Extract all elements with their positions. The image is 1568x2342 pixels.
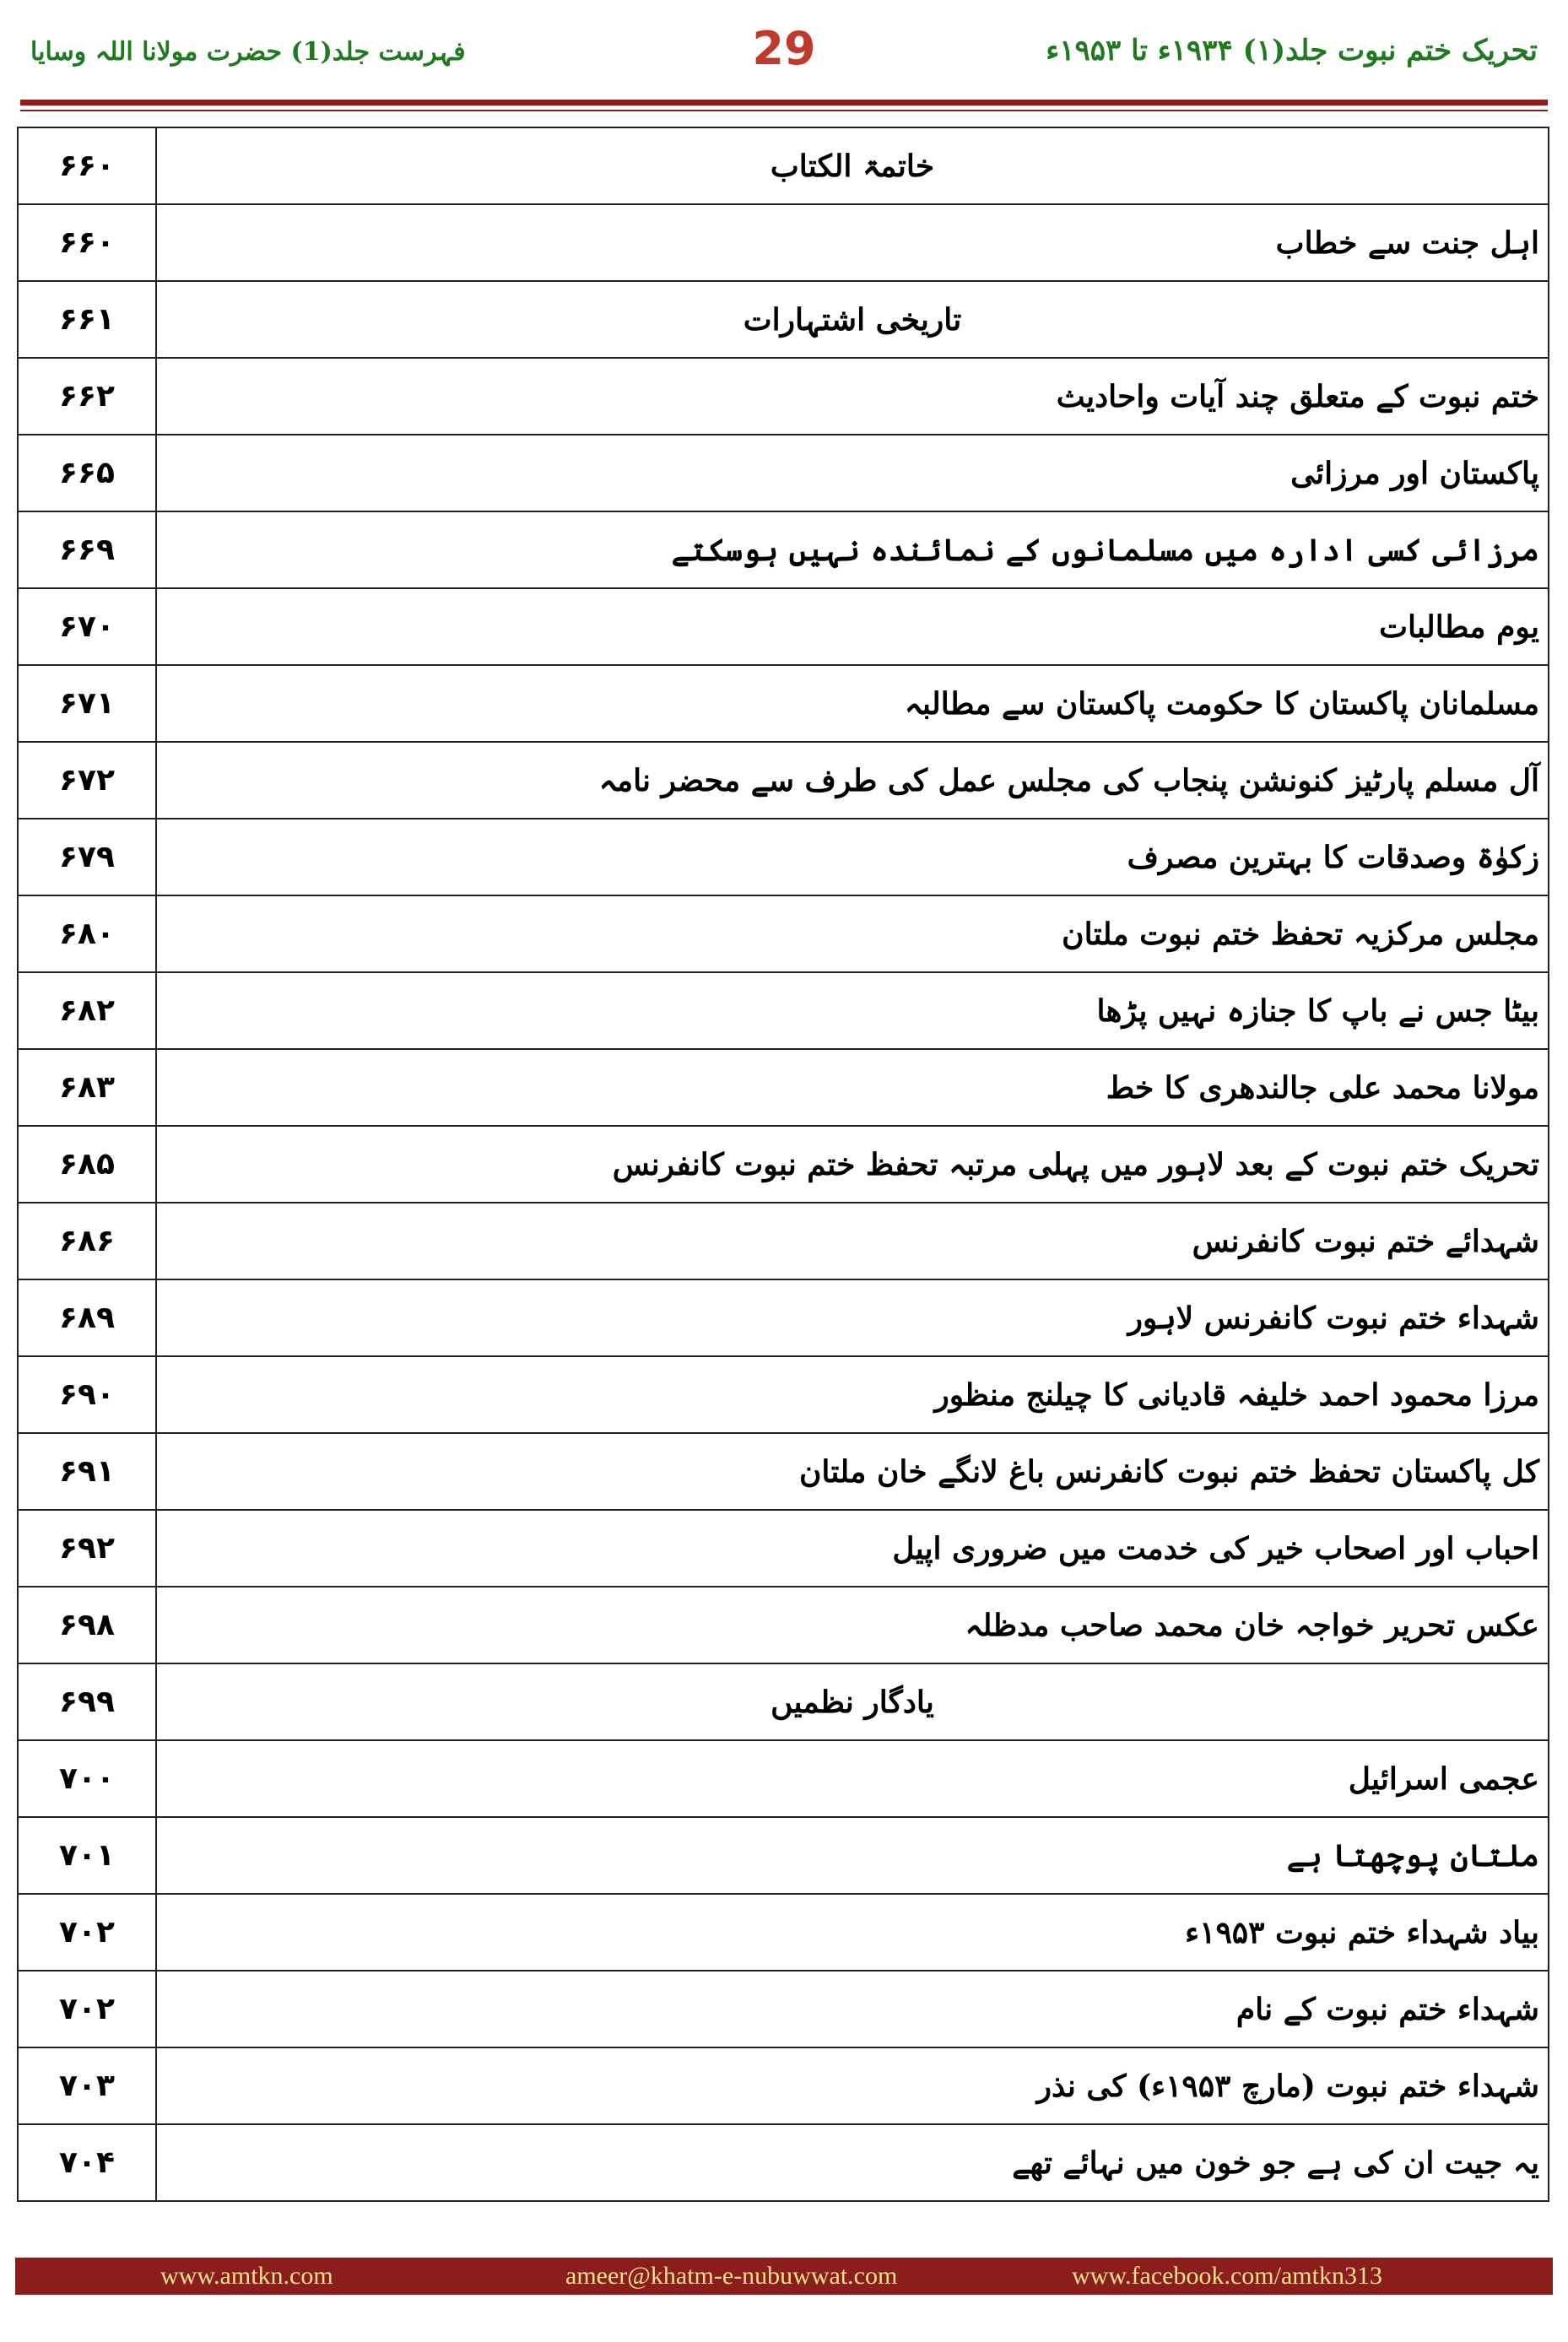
toc-entry-title: مسلمانان پاکستان کا حکومت پاکستان سے مطالبہ — [156, 665, 1549, 742]
toc-entry-title: آل مسلم پارٹیز کنونشن پنجاب کی مجلس عمل کی طرف سے محضر نامہ — [156, 742, 1549, 819]
toc-row — [18, 1894, 1549, 1971]
toc-row — [18, 665, 1549, 742]
toc-row — [18, 435, 1549, 511]
toc-entry-title: یہ جیت ان کی ہے جو خون میں نہائے تھے — [156, 2124, 1549, 2201]
toc-row — [18, 127, 1549, 204]
toc-entry-title: مجلس مرکزیہ تحفظ ختم نبوت ملتان — [156, 895, 1549, 972]
toc-page-number: ۶۹۰ — [18, 1356, 156, 1433]
toc-page-number: ۷۰۱ — [18, 1817, 156, 1894]
page-footer — [15, 2258, 1553, 2295]
toc-page-number: ۷۰۴ — [18, 2124, 156, 2201]
toc-page-number: ۶۹۸ — [18, 1587, 156, 1663]
toc-row — [18, 1587, 1549, 1663]
toc-entry-title: ملتان پوچھتا ہے — [156, 1817, 1549, 1894]
toc-page-number: ۶۹۱ — [18, 1433, 156, 1510]
toc-entry-title: بیاد شہداء ختم نبوت ۱۹۵۳ء — [156, 1894, 1549, 1971]
toc-section-heading: یادگار نظمیں — [156, 1663, 1549, 1740]
facebook-link[interactable]: www.facebook.com/amtkn313 — [1072, 2262, 1382, 2290]
toc-page-number: ۶۷۲ — [18, 742, 156, 819]
toc-row — [18, 204, 1549, 281]
toc-row — [18, 1971, 1549, 2047]
toc-entry-title: زکوٰۃ وصدقات کا بہترین مصرف — [156, 819, 1549, 895]
toc-row — [18, 1049, 1549, 1126]
toc-row — [18, 588, 1549, 665]
toc-section-heading: خاتمۃ الکتاب — [156, 127, 1549, 204]
table-of-contents — [17, 127, 1549, 2202]
toc-row — [18, 1817, 1549, 1894]
toc-row — [18, 281, 1549, 358]
toc-row — [18, 358, 1549, 435]
toc-entry-title: مرزا محمود احمد خلیفہ قادیانی کا چیلنج منظور — [156, 1356, 1549, 1433]
toc-row — [18, 1740, 1549, 1817]
header-divider-thick — [20, 100, 1548, 105]
toc-page-number: ۷۰۲ — [18, 1894, 156, 1971]
toc-row — [18, 1510, 1549, 1587]
toc-page-number: ۶۶۱ — [18, 281, 156, 358]
toc-entry-title: یوم مطالبات — [156, 588, 1549, 665]
toc-entry-title: پاکستان اور مرزائی — [156, 435, 1549, 511]
toc-page-number: ۶۸۳ — [18, 1049, 156, 1126]
toc-row — [18, 819, 1549, 895]
toc-page-number: ۶۸۶ — [18, 1203, 156, 1279]
header-divider-thin — [20, 110, 1548, 111]
toc-entry-title: شہدائے ختم نبوت کانفرنس — [156, 1203, 1549, 1279]
toc-page-number: ۶۶۰ — [18, 127, 156, 204]
toc-page-number: ۷۰۲ — [18, 1971, 156, 2047]
toc-entry-title: بیٹا جس نے باپ کا جنازہ نہیں پڑھا — [156, 972, 1549, 1049]
toc-section-heading: تاریخی اشتہارات — [156, 281, 1549, 358]
toc-page-number: ۶۷۱ — [18, 665, 156, 742]
toc-page-number: ۷۰۳ — [18, 2047, 156, 2124]
toc-page-number: ۶۹۹ — [18, 1663, 156, 1740]
toc-page-number: ۶۷۹ — [18, 819, 156, 895]
toc-row — [18, 742, 1549, 819]
toc-page-number: ۶۸۹ — [18, 1279, 156, 1356]
toc-entry-title: عکس تحریر خواجہ خان محمد صاحب مدظلہ — [156, 1587, 1549, 1663]
section-title: فہرست جلد(1) حضرت مولانا اللہ وسایا — [30, 37, 466, 67]
toc-entry-title: ختم نبوت کے متعلق چند آیات واحادیث — [156, 358, 1549, 435]
toc-page-number: ۶۷۰ — [18, 588, 156, 665]
toc-row — [18, 2047, 1549, 2124]
book-title: تحریک ختم نبوت جلد(۱) ۱۹۳۴ء تا ۱۹۵۳ء — [1046, 34, 1538, 68]
toc-row — [18, 2124, 1549, 2201]
toc-page-number: ۶۶۰ — [18, 204, 156, 281]
toc-row — [18, 972, 1549, 1049]
toc-entry-title: شہداء ختم نبوت کانفرنس لاہور — [156, 1279, 1549, 1356]
page-number: 29 — [752, 22, 816, 75]
toc-page-number: ۶۹۲ — [18, 1510, 156, 1587]
toc-entry-title: مولانا محمد علی جالندھری کا خط — [156, 1049, 1549, 1126]
toc-page-number: ۶۸۵ — [18, 1126, 156, 1203]
toc-body — [18, 127, 1549, 2201]
toc-entry-title: کل پاکستان تحفظ ختم نبوت کانفرنس باغ لانگے خان ملتان — [156, 1433, 1549, 1510]
page-header — [0, 0, 1568, 101]
toc-entry-title: احباب اور اصحاب خیر کی خدمت میں ضروری اپیل — [156, 1510, 1549, 1587]
toc-entry-title: شہداء ختم نبوت (مارچ ۱۹۵۳ء) کی نذر — [156, 2047, 1549, 2124]
toc-page-number: ۷۰۰ — [18, 1740, 156, 1817]
toc-page-number: ۶۶۲ — [18, 358, 156, 435]
toc-page-number: ۶۶۹ — [18, 511, 156, 588]
email-link[interactable]: ameer@khatm-e-nubuwwat.com — [565, 2262, 898, 2290]
toc-row — [18, 1203, 1549, 1279]
toc-entry-title: اہل جنت سے خطاب — [156, 204, 1549, 281]
toc-entry-title: شہداء ختم نبوت کے نام — [156, 1971, 1549, 2047]
toc-entry-title: عجمی اسرائیل — [156, 1740, 1549, 1817]
toc-row — [18, 895, 1549, 972]
toc-entry-title: تحریک ختم نبوت کے بعد لاہور میں پہلی مرتبہ تحفظ ختم نبوت کانفرنس — [156, 1126, 1549, 1203]
toc-row — [18, 1126, 1549, 1203]
toc-page-number: ۶۶۵ — [18, 435, 156, 511]
website-link[interactable]: www.amtkn.com — [160, 2262, 333, 2290]
toc-page-number: ۶۸۲ — [18, 972, 156, 1049]
toc-row — [18, 511, 1549, 588]
toc-row — [18, 1356, 1549, 1433]
toc-row — [18, 1279, 1549, 1356]
toc-entry-title: مرزائی کسی ادارہ میں مسلمانوں کے نمائندہ نہیں ہوسکتے — [156, 511, 1549, 588]
toc-row — [18, 1663, 1549, 1740]
toc-row — [18, 1433, 1549, 1510]
toc-page-number: ۶۸۰ — [18, 895, 156, 972]
